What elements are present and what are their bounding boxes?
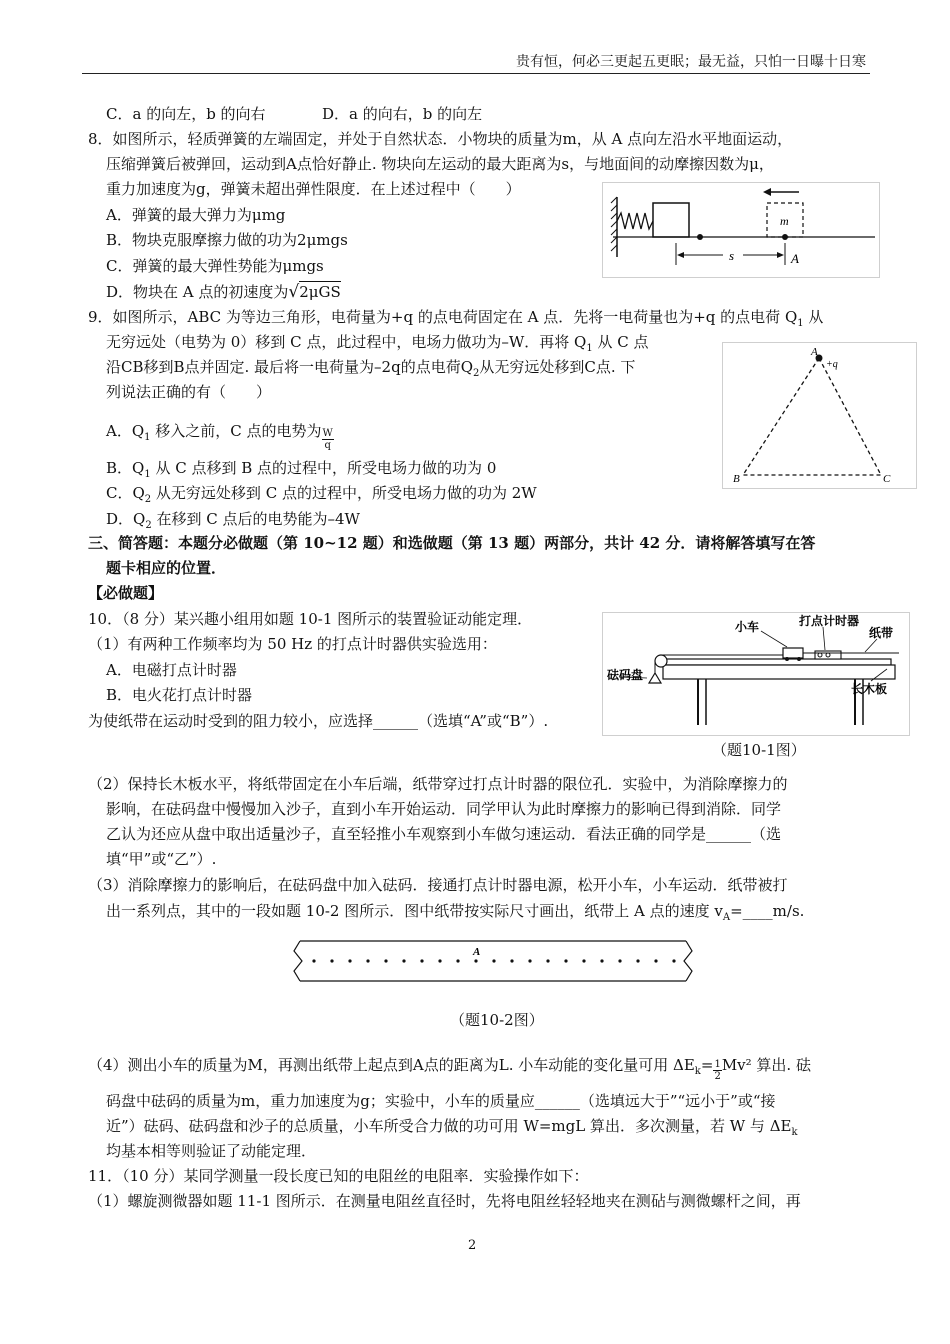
q11-title: 11．（10 分）某同学测量一段长度已知的电阻丝的电阻率．实验操作如下： <box>88 1167 589 1185</box>
q10-figure-2-svg <box>286 929 700 991</box>
q9-line-1-text: 9．如图所示，ABC 为等边三角形，电荷量为+q 的点电荷固定在 A 点．先将一电荷量也为+q 的点电荷 Q <box>88 308 798 326</box>
q9-option-c <box>106 482 537 511</box>
q10-figure-1 <box>602 612 910 736</box>
label-pan: 砝码盘 <box>607 668 644 682</box>
q8-line-2: 压缩弹簧后被弹回，运动到A点恰好静止. 物块向左运动的最大距离为s，与地面间的动摩擦因数为μ， <box>106 155 774 173</box>
q7-option-c: C．a 的向左，b 的向右 <box>106 105 266 123</box>
q10-part1-question: 为使纸带在运动时受到的阻力较小，应选择______（选填“A”或“B”）. <box>88 712 549 730</box>
label-car: 小车 <box>735 620 760 634</box>
fraction-half <box>713 1059 721 1082</box>
q9-fig-q: +q <box>826 359 838 370</box>
q9-opt-b-pre: B．Q <box>106 459 145 477</box>
triangle-abc <box>743 358 881 475</box>
q9-fig-b: B <box>733 473 740 485</box>
half-num: 1 <box>714 1059 721 1070</box>
q10-part3-line-1: （3）消除摩擦力的影响后，在砝码盘中加入砝码．接通打点计时器电源，松开小车，小车运动．纸带被打 <box>88 876 788 894</box>
q9-fig-c: C <box>883 473 891 485</box>
q9-line-2-sub: 1 <box>586 343 593 354</box>
required-heading: 【必做题】 <box>88 584 164 602</box>
q9-opt-a-mid: 移入之前，C 点的电势为 <box>150 422 322 440</box>
q10-title: 10．（8 分）某兴趣小组用如题 10-1 图所示的装置验证动能定理． <box>88 610 533 628</box>
q10-part4-line-3-sub: k <box>791 1127 798 1138</box>
q10-part3-text: 出一系列点，其中的一段如题 10-2 图所示．图中纸带按实际尺寸画出，纸带上 A 点的速度 v <box>106 902 723 920</box>
q10-part4-pre: （4）测出小车的质量为M，再测出纸带上起点到A点的距离为L. 小车动能的变化量可用 ΔE <box>88 1056 695 1074</box>
q8-line-3: 重力加速度为g，弹簧未超出弹性限度．在上述过程中（ ） <box>106 180 521 198</box>
q10-part1: （1）有两种工作频率均为 50 Hz 的打点计时器供实验选用： <box>88 635 497 653</box>
page-number: 2 <box>468 1238 477 1253</box>
q10-part4-line-1 <box>88 1054 811 1083</box>
label-timer: 打点计时器 <box>799 614 860 628</box>
q8-sqrt-radicand: 2μGS <box>299 283 341 301</box>
q9-opt-a-pre: A．Q <box>106 422 145 440</box>
q9-opt-d-pre: D．Q <box>106 510 146 528</box>
q10-part2-line-4: 填“甲”或“乙”）. <box>106 850 217 868</box>
q10-part2-line-1: （2）保持长木板水平，将纸带固定在小车后端，纸带穿过打点计时器的限位孔．实验中，为消除摩擦力的 <box>88 775 788 793</box>
q10-figure-2 <box>286 929 700 991</box>
q10-part4-mid: = <box>700 1056 714 1074</box>
q9-option-a <box>106 420 334 451</box>
q10-part1-option-b: B．电火花打点计时器 <box>106 686 253 704</box>
weight-pan <box>649 673 661 683</box>
label-tape: 纸带 <box>869 626 894 640</box>
q10-part2-line-2: 影响，在砝码盘中慢慢加入沙子，直到小车开始运动．同学甲认为此时摩擦力的影响已得到消除．同学 <box>106 800 782 818</box>
q9-opt-b-end: 从 C 点移到 B 点的过程中，所受电场力做的功为 0 <box>150 459 497 477</box>
q10-part4-sub: k <box>694 1066 701 1077</box>
sqrt-sign: √ <box>288 282 300 302</box>
q8-option-b: B．物块克服摩擦力做的功为2μmgs <box>106 231 348 249</box>
q10-figure-2-caption: （题10-2图） <box>450 1011 544 1029</box>
section3-line-1: 三、简答题：本题分必做题（第 10~12 题）和选做题（第 13 题）两部分，共计 42 分．请将解答填写在答 <box>88 534 816 552</box>
q8-fig-s: s <box>729 248 735 263</box>
q8-fig-a: A <box>791 251 799 266</box>
q8-option-d <box>106 281 341 303</box>
q10-figure-1-svg <box>603 613 909 735</box>
q8-fig-m: m <box>780 214 789 228</box>
q10-figure-1-caption: （题10-1图） <box>712 741 806 759</box>
block <box>653 203 689 237</box>
header-motto: 贵有恒，何必三更起五更眠；最无益，只怕一日曝十日寒 <box>516 54 866 70</box>
q9-line-2-text: 无穷远处（电势为 0）移到 C 点，此过程中，电场力做功为–W．再将 Q <box>106 333 587 351</box>
q8-figure-svg <box>603 183 879 277</box>
q8-option-a: A．弹簧的最大弹力为μmg <box>106 206 286 224</box>
q9-opt-c-sub: 2 <box>144 494 152 505</box>
tape-label-a: A <box>473 946 481 958</box>
q9-opt-c-end: 从无穷远处移到 C 点的过程中，所受电场力做的功为 2W <box>151 484 537 502</box>
q9-opt-d-end: 在移到 C 点后的电势能为–4W <box>151 510 360 528</box>
q10-part4-end: Mv² 算出. 砝 <box>721 1056 811 1074</box>
q11-part1: （1）螺旋测微器如题 11-1 图所示．在测量电阻丝直径时，先将电阻丝轻轻地夹在测砧与测微螺杆之间，再 <box>88 1192 801 1210</box>
q7-option-d: D．a 的向右，b 的向左 <box>322 105 483 123</box>
frac-den: q <box>324 440 331 451</box>
q10-part4-line-4: 均基本相等则验证了动能定理． <box>106 1142 317 1160</box>
q10-part3-line-2 <box>106 900 804 929</box>
q9-line-3-end: 从无穷远处移到C点. 下 <box>479 358 636 376</box>
q8-option-c: C．弹簧的最大弹性势能为μmgs <box>106 257 324 275</box>
q10-part2-line-3: 乙认为还应从盘中取出适量沙子，直至轻推小车观察到小车做匀速运动．看法正确的同学是______（选 <box>106 825 782 843</box>
q9-opt-c-pre: C．Q <box>106 484 145 502</box>
tape-dots <box>312 959 675 962</box>
q10-part1-option-a: A．电磁打点计时器 <box>106 661 237 679</box>
q8-line-1: 8．如图所示，轻质弹簧的左端固定，并处于自然状态．小物块的质量为m，从 A 点向左沿水平地面运动， <box>88 130 793 148</box>
q10-part3-sub: A <box>722 912 731 923</box>
frac-num: W <box>322 428 333 439</box>
q9-line-4: 列说法正确的有（ ） <box>106 383 272 401</box>
q8-figure <box>602 182 880 278</box>
q9-line-3-sub: 2 <box>473 368 480 379</box>
spring <box>617 213 653 229</box>
q9-fig-a: A <box>811 346 818 358</box>
q8-option-d-text: D．物块在 A 点的初速度为 <box>106 283 289 301</box>
label-board: 长木板 <box>851 682 888 696</box>
q9-line-2-end: 从 C 点 <box>592 333 649 351</box>
q10-part4-line-2: 码盘中砝码的质量为m，重力加速度为g；实验中，小车的质量应______（选填远大于”“远小于”或“接 <box>106 1092 776 1110</box>
fraction <box>322 428 334 451</box>
q9-opt-b-sub: 1 <box>144 469 151 480</box>
q9-line-1-end: 从 <box>803 308 824 326</box>
q9-line-1-sub: 1 <box>797 318 804 329</box>
section3-line-2: 题卡相应的位置． <box>106 559 227 577</box>
pulley <box>655 655 667 667</box>
half-den: 2 <box>714 1071 721 1082</box>
q9-opt-a-sub: 1 <box>144 432 151 443</box>
car <box>783 648 803 658</box>
q9-opt-d-sub: 2 <box>145 520 152 531</box>
q10-part3-end: =____m/s. <box>730 902 805 920</box>
header-rule <box>82 73 870 74</box>
q10-part4-line-3-text: 近”）砝码、砝码盘和沙子的总质量，小车所受合力做的功可用 W=mgL 算出．多次测量，若 W 与 ΔE <box>106 1117 792 1135</box>
q9-figure-svg <box>723 343 916 488</box>
q9-line-3-text: 沿CB移到B点并固定. 最后将一电荷量为–2q的点电荷Q <box>106 358 474 376</box>
timer <box>815 651 841 659</box>
q9-figure <box>722 342 917 489</box>
long-board <box>659 659 891 665</box>
